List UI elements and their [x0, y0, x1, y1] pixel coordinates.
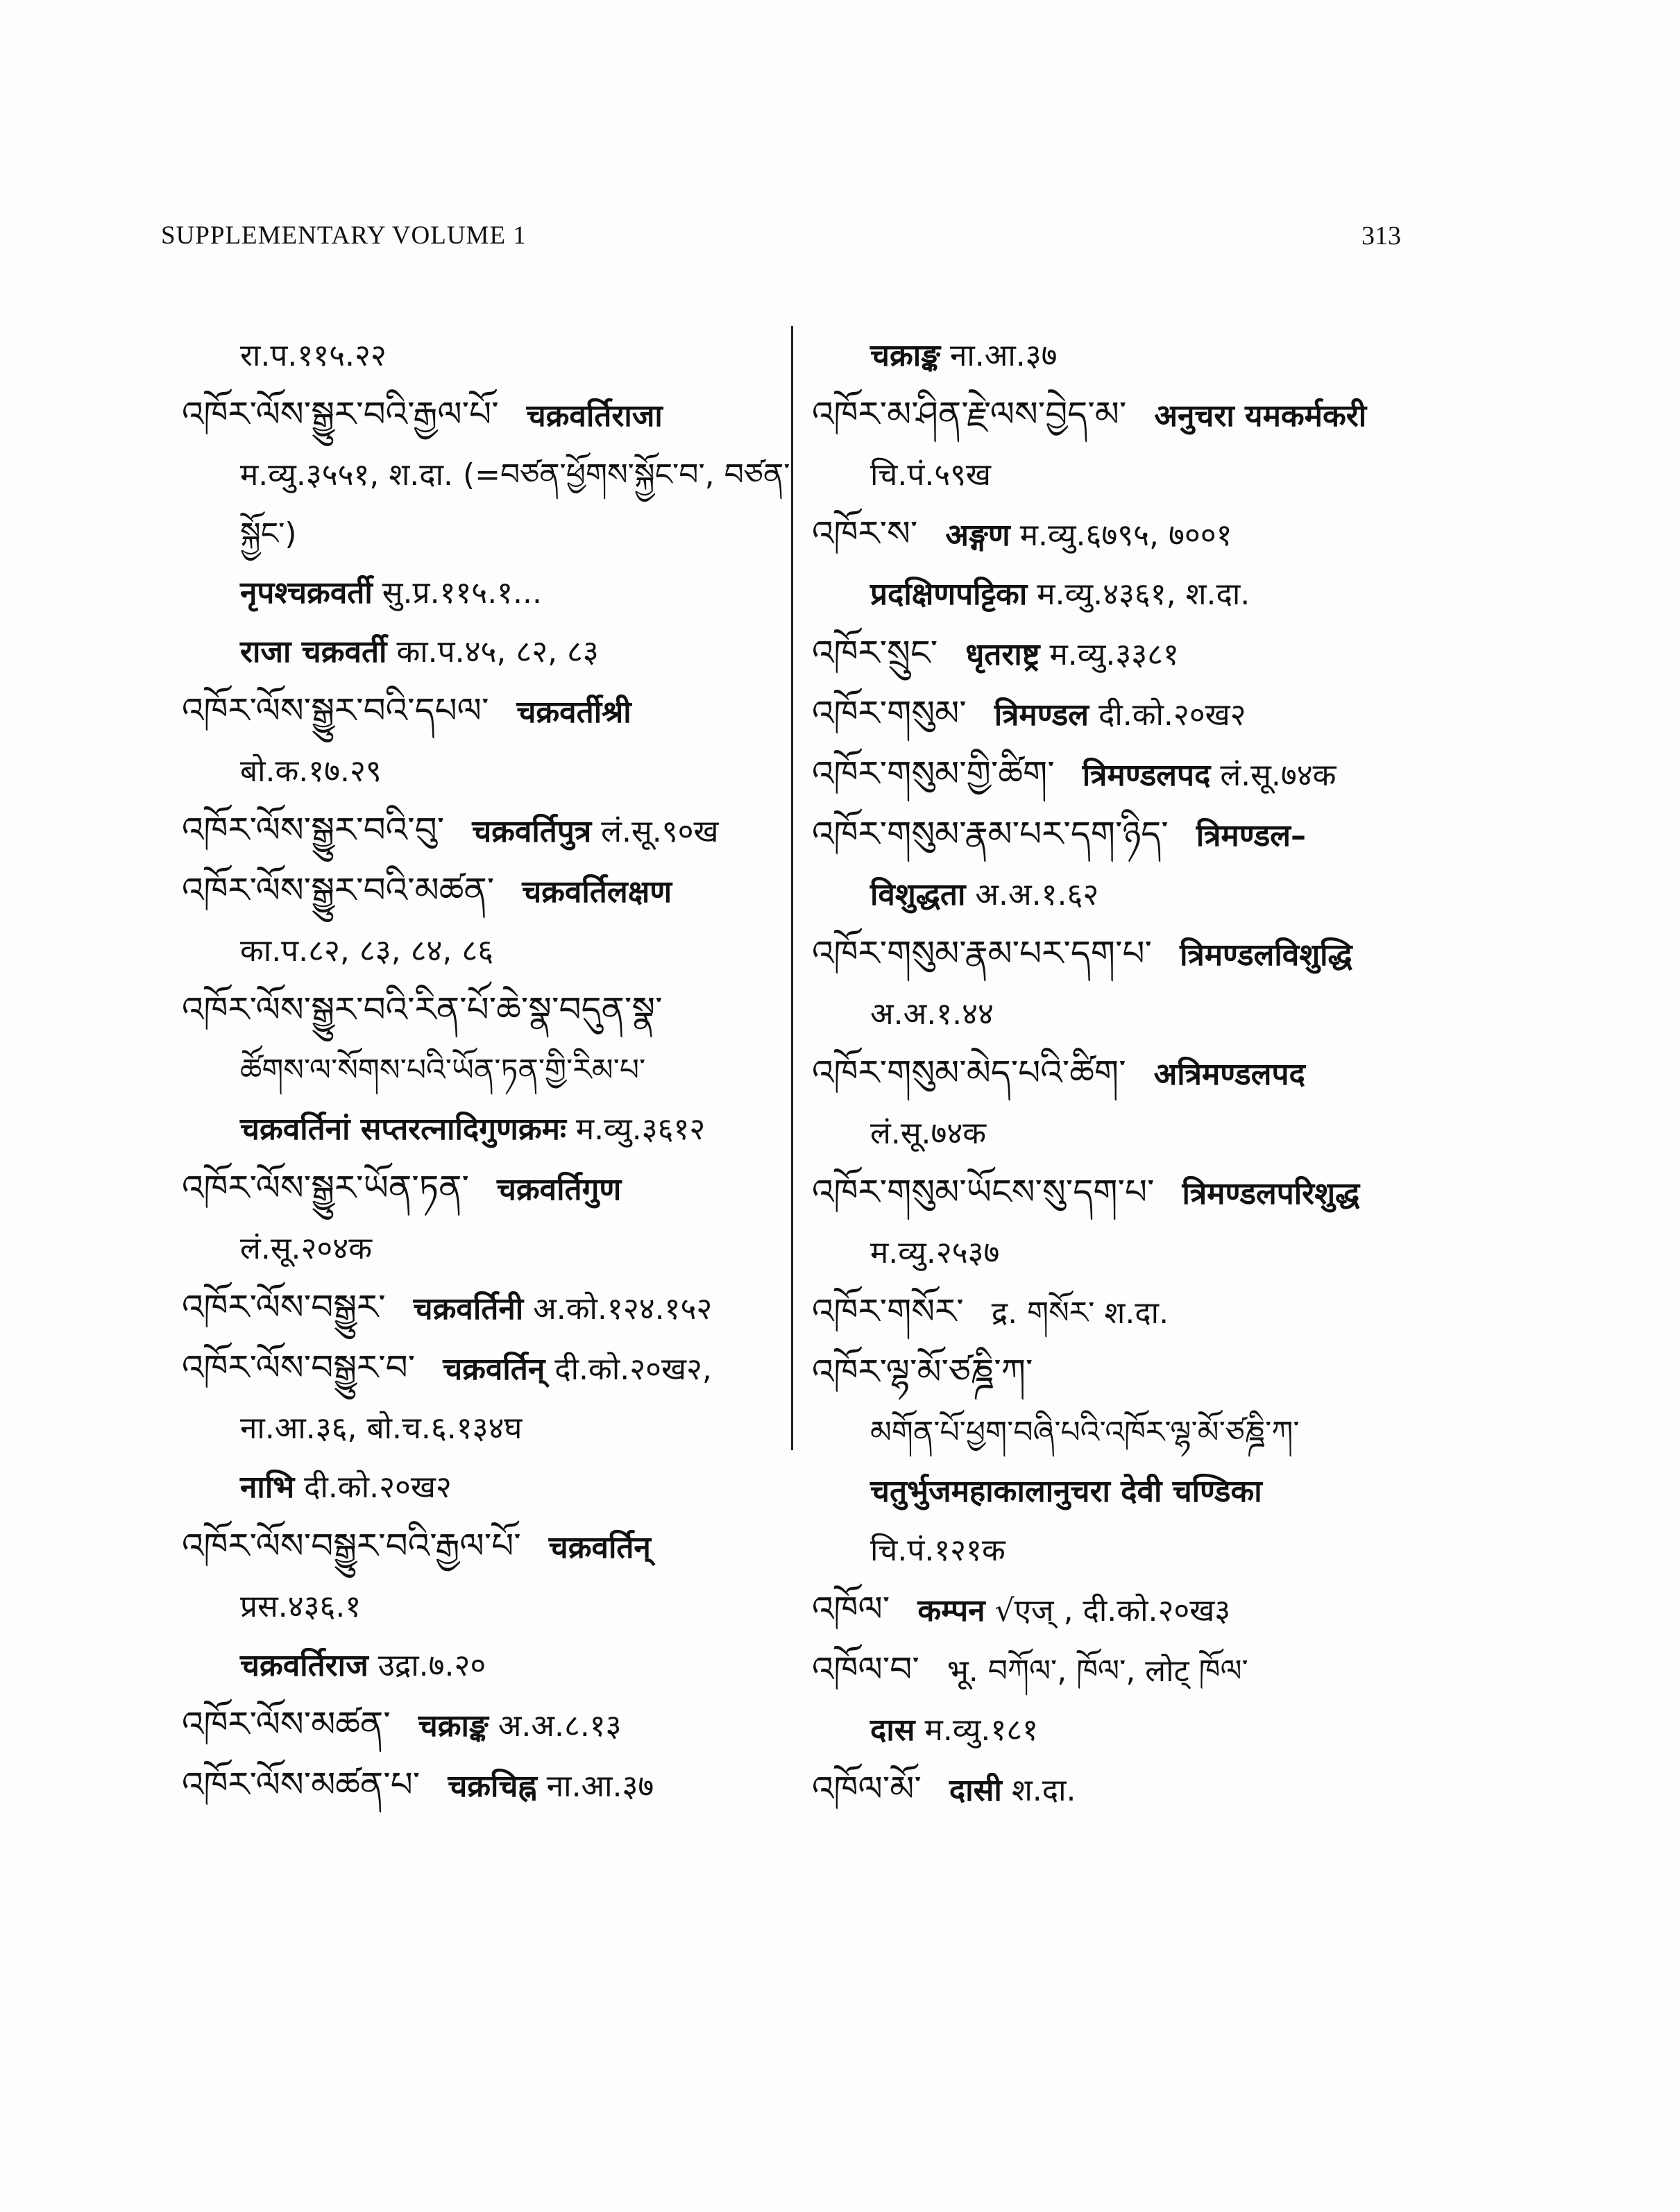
tibetan-headword: འཁོར་གསུམ་རྣམ་པར་དག་པ་ — [812, 933, 1153, 973]
entry-continuation — [182, 1636, 779, 1695]
tibetan-headword: འཁོར་ལོས་སྒྱུར་བའི་རིན་པོ་ཆེ་སྣ་བདུན་སྣ་ — [182, 989, 663, 1030]
dictionary-entry — [812, 684, 1423, 745]
entry-continuation — [182, 504, 779, 563]
dictionary-entry — [812, 385, 1423, 445]
entry-continuation — [812, 1462, 1423, 1521]
sanskrit-term: त्रिमण्डलविशुद्धि — [1180, 937, 1352, 973]
dictionary-entry — [182, 1278, 779, 1338]
reference-text: ना.आ.३७ — [949, 338, 1058, 373]
tibetan-headword: འཁོར་སྲུང་ — [812, 633, 938, 673]
sanskrit-term: चक्रवर्तिन् — [548, 1530, 651, 1565]
entry-continuation — [182, 1577, 779, 1636]
reference-text: ना.आ.३६, बो.च.६.१३४घ — [240, 1411, 523, 1446]
reference-text: दी.को.२०ख२, — [554, 1352, 712, 1387]
sanskrit-term: चक्रवर्तिपुत्र — [472, 814, 592, 849]
tibetan-headword: འཁོར་གསོར་ — [812, 1291, 964, 1332]
entry-continuation — [182, 563, 779, 622]
right-column — [812, 326, 1423, 1820]
dictionary-entry — [182, 980, 779, 1041]
tibetan-headword: འཁོལ་མོ་ — [812, 1769, 922, 1809]
dictionary-entry — [812, 504, 1423, 565]
tibetan-headword: འཁོར་ལོས་སྒྱུར་ཡོན་ཏན་ — [182, 1168, 469, 1208]
sanskrit-term: अत्रिमण्डलपद — [1153, 1057, 1305, 1092]
reference-text: चि.पं.१२१क — [870, 1533, 1006, 1568]
dictionary-entry — [182, 1695, 779, 1755]
entry-continuation — [812, 1521, 1423, 1580]
reference-text: दी.को.२०ख२ — [1098, 697, 1246, 733]
sanskrit-term: प्रदक्षिणपट्टिका — [870, 577, 1028, 612]
sanskrit-term: त्रिमण्डल– — [1196, 818, 1306, 853]
entry-continuation — [182, 1458, 779, 1517]
sanskrit-term: त्रिमण्डलपरिशुद्ध — [1182, 1176, 1360, 1211]
entry-continuation — [812, 565, 1423, 624]
entry-continuation — [182, 326, 779, 385]
tibetan-headword: འཁོར་ལོས་བསྒྱུར་བ་ — [182, 1347, 416, 1388]
sanskrit-term: अनुचरा यमकर्मकरी — [1154, 398, 1367, 434]
column-divider — [791, 326, 793, 1450]
dictionary-entry — [182, 1755, 779, 1816]
entry-continuation — [182, 1399, 779, 1458]
entry-continuation — [182, 445, 790, 504]
reference-text: श.दा. — [1011, 1773, 1076, 1808]
sanskrit-term: चक्रवर्तिनी — [413, 1291, 524, 1327]
entry-continuation — [182, 1100, 779, 1159]
tibetan-headword: འཁོལ་བ་ — [812, 1649, 919, 1690]
reference-text: सु.प्र.११५.१... — [382, 575, 543, 611]
sanskrit-term: चक्रचिह्न — [448, 1769, 537, 1804]
tibetan-headword: འཁོར་ལོས་མཚན་པ་ — [182, 1764, 421, 1805]
sanskrit-term: चक्रवर्तिन् — [443, 1352, 545, 1387]
dictionary-entry — [182, 1338, 779, 1399]
tibetan-headword: འཁོར་ལོས་སྒྱུར་བའི་དཔལ་ — [182, 690, 489, 731]
entry-continuation — [812, 326, 1423, 385]
tibetan-headword: འཁོར་གསུམ་མེད་པའི་ཚིག་ — [812, 1053, 1126, 1093]
reference-text: बो.क.१७.२९ — [240, 754, 382, 789]
entry-continuation — [812, 1403, 1423, 1462]
tibetan-headword: འཁོར་ལོས་བསྒྱུར་བའི་རྒྱལ་པོ་ — [182, 1526, 521, 1566]
reference-text: म.व्यु.२५३७ — [870, 1235, 1000, 1270]
dictionary-entry — [812, 1282, 1423, 1343]
reference-text: लं.सू.२०४क — [240, 1231, 372, 1266]
reference-text: का.प.४५, ८२, ८३ — [396, 634, 599, 670]
tibetan-headword: འཁོར་གསུམ་རྣམ་པར་དག་ཉིད་ — [812, 814, 1169, 854]
dictionary-entry — [812, 805, 1423, 865]
dictionary-entry — [812, 1163, 1423, 1223]
reference-text: का.प.८२, ८३, ८४, ८६ — [240, 933, 494, 969]
entry-continuation — [812, 985, 1423, 1044]
sanskrit-term: चक्रवर्तिराजा — [526, 398, 663, 434]
dictionary-entry — [812, 924, 1423, 985]
entry-continuation — [812, 1223, 1423, 1282]
reference-text: प्रस.४३६.१ — [240, 1589, 362, 1624]
entry-continuation — [182, 1219, 779, 1278]
dictionary-entry — [182, 385, 779, 445]
dictionary-entry — [182, 1159, 779, 1219]
reference-text: अ.अ.८.१३ — [498, 1708, 622, 1744]
dictionary-entry — [812, 1640, 1423, 1701]
sanskrit-term: चक्रवर्तिलक्षण — [522, 874, 672, 910]
dictionary-entry — [182, 681, 779, 742]
sanskrit-term: चक्राङ्क — [870, 338, 940, 373]
reference-text: ཚོགས་ལ་སོགས་པའི་ཡོན་ཏན་གྱི་རིམ་པ་ — [240, 1053, 646, 1088]
sanskrit-term: धृतराष्ट्र — [965, 637, 1040, 672]
reference-text: སྐྱོང་) — [240, 516, 297, 552]
dictionary-entry — [182, 801, 779, 861]
sanskrit-term: त्रिमण्डल — [994, 697, 1089, 733]
entry-continuation — [182, 622, 779, 681]
reference-text: द्र. གསོར་ श.दा. — [991, 1295, 1169, 1331]
entry-continuation — [182, 921, 779, 980]
entry-continuation — [182, 1041, 779, 1100]
dictionary-entry — [812, 1343, 1423, 1403]
dictionary-entry — [812, 1760, 1423, 1820]
reference-text: लं.सू.७४क — [870, 1116, 987, 1151]
tibetan-headword: འཁོར་ལྷ་མོ་ཙཎྜི་ཀ་ — [812, 1352, 1033, 1392]
reference-text: མགོན་པོ་ཕྱག་བཞི་པའི་འཁོར་ལྷ་མོ་ཙཎྜི་ཀ་ — [870, 1415, 1300, 1450]
sanskrit-term: त्रिमण्डलपद — [1082, 758, 1211, 793]
dictionary-entry — [812, 1044, 1423, 1104]
page-number: 313 — [1361, 221, 1401, 250]
sanskrit-term: कम्पन — [917, 1593, 985, 1628]
entry-continuation — [812, 865, 1423, 924]
tibetan-headword: འཁོལ་ — [812, 1589, 890, 1629]
dictionary-entry — [812, 745, 1423, 805]
reference-text: √एज् , — [994, 1593, 1083, 1628]
tibetan-headword: འཁོར་ལོས་སྒྱུར་བའི་མཚན་ — [182, 870, 495, 910]
sanskrit-term: अङ्गण — [945, 518, 1010, 553]
tibetan-headword: འཁོར་ལོས་བསྒྱུར་ — [182, 1287, 386, 1327]
reference-text: अ.अ.१.४४ — [870, 996, 994, 1032]
reference-text: दी.को.२०ख३ — [1083, 1593, 1231, 1628]
entry-continuation — [182, 742, 779, 801]
sanskrit-term: नृपश्चक्रवर्ती — [240, 575, 373, 611]
entry-continuation — [812, 445, 1423, 504]
sanskrit-term: नाभि — [240, 1470, 295, 1505]
reference-text: ना.आ.३७ — [546, 1769, 654, 1804]
reference-text: लं.सू.७४क — [1220, 758, 1337, 793]
reference-text: म.व्यु.६७९५, ७००१ — [1019, 518, 1232, 553]
sanskrit-term: चक्राङ्क — [418, 1708, 489, 1744]
sanskrit-term: राजा चक्रवर्ती — [240, 634, 387, 670]
reference-text: अ.अ.१.६२ — [975, 877, 1099, 912]
sanskrit-term: दास — [870, 1712, 915, 1748]
tibetan-headword: འཁོར་ལོས་སྒྱུར་བའི་རྒྱལ་པོ་ — [182, 394, 499, 434]
sanskrit-term: चक्रवर्तिराज — [240, 1648, 368, 1683]
reference-text: चि.पं.५९ख — [870, 457, 992, 493]
dictionary-entry — [182, 1517, 779, 1577]
reference-text: लं.सू.९०ख — [601, 814, 719, 849]
tibetan-headword: འཁོར་གསུམ་ཡོངས་སུ་དག་པ་ — [812, 1172, 1155, 1212]
tibetan-headword: འཁོར་གསུམ་ — [812, 693, 967, 733]
entry-continuation — [812, 1104, 1423, 1163]
sanskrit-term: चक्रवर्तिनां सप्तरत्नादिगुणक्रमः — [240, 1112, 566, 1147]
running-header: SUPPLEMENTARY VOLUME 1 — [161, 221, 527, 250]
tibetan-headword: འཁོར་གསུམ་གྱི་ཚིག་ — [812, 754, 1055, 794]
tibetan-headword: འཁོར་མ་ཤིན་རྗེ་ལས་བྱེད་མ་ — [812, 394, 1127, 434]
reference-text: भू. བཀོལ་, ཁོལ་, लोट् ཁོལ་ — [947, 1653, 1248, 1689]
reference-text: रा.प.११५.२२ — [240, 338, 387, 373]
left-column — [182, 326, 790, 1816]
dictionary-entry — [812, 1580, 1423, 1640]
reference-text: म.व्यु.३५५१, श.दा. (=བཙན་ཕྱོགས་སྐྱོང་བ་, བཙན་ — [240, 457, 790, 493]
sanskrit-term: दासी — [949, 1773, 1002, 1808]
reference-text: अ.को.१२४.१५२ — [533, 1291, 713, 1327]
entry-continuation — [812, 1701, 1423, 1760]
sanskrit-term: चतुर्भुजमहाकालानुचरा देवी चण्डिका — [870, 1474, 1262, 1509]
dictionary-entry — [182, 861, 779, 921]
tibetan-headword: འཁོར་ས་ — [812, 513, 918, 554]
reference-text: म.व्यु.३६१२ — [575, 1112, 706, 1147]
reference-text: उद्रा.७.२० — [377, 1648, 486, 1683]
reference-text: म.व्यु.४३६१, श.दा. — [1037, 577, 1250, 612]
sanskrit-term: विशुद्धता — [870, 877, 966, 912]
reference-text: म.व्यु.३३८१ — [1049, 637, 1179, 672]
tibetan-headword: འཁོར་ལོས་སྒྱུར་བའི་བུ་ — [182, 810, 445, 850]
tibetan-headword: འཁོར་ལོས་མཚན་ — [182, 1704, 391, 1744]
sanskrit-term: चक्रवर्तिगुण — [496, 1172, 622, 1207]
reference-text: दी.को.२०ख२ — [304, 1470, 452, 1505]
reference-text: म.व्यु.१८१ — [924, 1712, 1039, 1748]
dictionary-entry — [812, 624, 1423, 684]
sanskrit-term: चक्रवर्तीश्री — [516, 695, 631, 730]
